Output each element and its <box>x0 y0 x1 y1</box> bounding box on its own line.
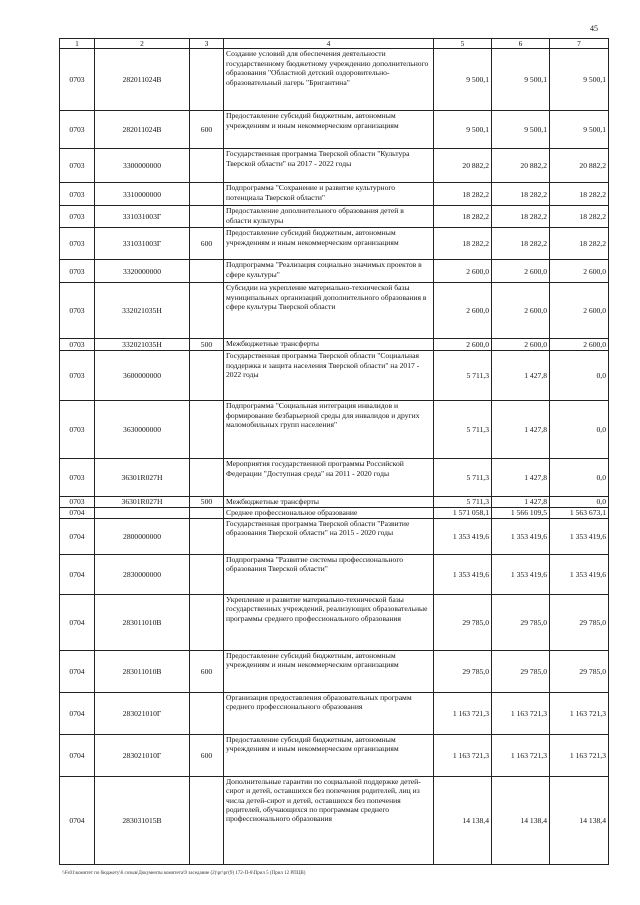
section-code-cell: 0704 <box>60 594 95 650</box>
section-code-cell: 0703 <box>60 401 95 459</box>
table-row <box>60 401 609 459</box>
amount-cell: 29 785,0 <box>434 594 492 650</box>
item-name-cell: Организация предоставления образовательных программ среднего профессионального образования <box>224 692 434 734</box>
target-code-cell: 3300000000 <box>95 149 190 183</box>
amount-cell: 29 785,0 <box>492 650 550 692</box>
target-code-cell: 331031003Г <box>95 228 190 260</box>
expense-type-cell: 600 <box>190 650 224 692</box>
amount-cell: 2 600,0 <box>550 260 609 283</box>
amount-cell: 1 163 721,3 <box>550 734 609 776</box>
expense-type-cell <box>190 507 224 518</box>
section-code-cell: 0703 <box>60 111 95 149</box>
section-code-cell: 0704 <box>60 734 95 776</box>
amount-cell: 9 500,1 <box>492 111 550 149</box>
table-row <box>60 497 609 507</box>
expense-type-cell <box>190 401 224 459</box>
section-code-cell: 0703 <box>60 339 95 351</box>
target-code-cell: 283011010В <box>95 594 190 650</box>
amount-cell: 2 600,0 <box>492 260 550 283</box>
target-code-cell: 283021010Г <box>95 692 190 734</box>
expense-type-cell: 600 <box>190 111 224 149</box>
table-row <box>60 507 609 518</box>
item-name-cell: Предоставление дополнительного образования детей в области культуры <box>224 206 434 228</box>
table-row <box>60 692 609 734</box>
target-code-cell: 36301R027Н <box>95 497 190 507</box>
item-name-cell: Предоставление субсидий бюджетным, автономным учреждениям и иным некоммерческим организациям <box>224 734 434 776</box>
amount-cell: 14 138,4 <box>550 776 609 864</box>
expense-type-cell: 600 <box>190 734 224 776</box>
target-code-cell: 332021035Н <box>95 283 190 339</box>
item-name-cell: Предоставление субсидий бюджетным, автономным учреждениям и иным некоммерческим организациям <box>224 228 434 260</box>
amount-cell: 5 711,3 <box>434 459 492 497</box>
amount-cell: 18 282,2 <box>550 206 609 228</box>
amount-cell: 2 600,0 <box>550 339 609 351</box>
amount-cell: 1 353 419,6 <box>492 518 550 554</box>
section-code-cell: 0703 <box>60 228 95 260</box>
amount-cell: 18 282,2 <box>434 206 492 228</box>
target-code-cell: 282011024В <box>95 111 190 149</box>
amount-cell: 5 711,3 <box>434 497 492 507</box>
section-code-cell: 0703 <box>60 206 95 228</box>
amount-cell: 0,0 <box>550 459 609 497</box>
amount-cell: 9 500,1 <box>550 49 609 111</box>
expense-type-cell: 500 <box>190 497 224 507</box>
item-name-cell: Предоставление субсидий бюджетным, автономным учреждениям и иным некоммерческим организациям <box>224 650 434 692</box>
item-name-cell: Государственная программа Тверской области "Социальная поддержка и защита населения Тверской области" на 2017 - 2022 годы <box>224 351 434 401</box>
item-name-cell: Укрепление и развитие материально-технической базы государственных учреждений, реализующих образовательные программы среднего профессионального образования <box>224 594 434 650</box>
amount-cell: 2 600,0 <box>550 283 609 339</box>
amount-cell: 29 785,0 <box>550 650 609 692</box>
amount-cell: 1 163 721,3 <box>434 734 492 776</box>
amount-cell: 9 500,1 <box>434 49 492 111</box>
expense-type-cell <box>190 518 224 554</box>
section-code-cell: 0704 <box>60 554 95 594</box>
section-code-cell: 0704 <box>60 507 95 518</box>
expense-type-cell <box>190 183 224 206</box>
target-code-cell: 283011010В <box>95 650 190 692</box>
amount-cell: 0,0 <box>550 401 609 459</box>
table-row <box>60 260 609 283</box>
section-code-cell: 0703 <box>60 497 95 507</box>
target-code-cell: 283031015В <box>95 776 190 864</box>
target-code-cell: 283021010Г <box>95 734 190 776</box>
amount-cell: 9 500,1 <box>492 49 550 111</box>
table-row <box>60 459 609 497</box>
section-code-cell: 0703 <box>60 459 95 497</box>
expense-type-cell <box>190 554 224 594</box>
amount-cell: 18 282,2 <box>434 183 492 206</box>
target-code-cell: 2800000000 <box>95 518 190 554</box>
amount-cell: 0,0 <box>550 497 609 507</box>
amount-cell: 1 563 673,1 <box>550 507 609 518</box>
amount-cell: 14 138,4 <box>434 776 492 864</box>
expense-type-cell <box>190 692 224 734</box>
table-row <box>60 339 609 351</box>
table-row <box>60 594 609 650</box>
amount-cell: 29 785,0 <box>434 650 492 692</box>
col-header: 2 <box>95 39 190 49</box>
target-code-cell: 282011024В <box>95 49 190 111</box>
col-header: 5 <box>434 39 492 49</box>
expense-type-cell <box>190 260 224 283</box>
amount-cell: 20 882,2 <box>434 149 492 183</box>
expense-type-cell: 600 <box>190 228 224 260</box>
col-header: 3 <box>190 39 224 49</box>
amount-cell: 18 282,2 <box>434 228 492 260</box>
expense-type-cell <box>190 776 224 864</box>
amount-cell: 20 882,2 <box>492 149 550 183</box>
item-name-cell: Мероприятия государственной программы Российской Федерации "Доступная среда" на 2011 - 2020 годы <box>224 459 434 497</box>
table-header-row <box>60 39 609 49</box>
item-name-cell: Подпрограмма "Социальная интеграция инвалидов и формирование безбарьерной среды для инвалидов и других маломобильных групп населения" <box>224 401 434 459</box>
amount-cell: 1 163 721,3 <box>550 692 609 734</box>
expense-type-cell <box>190 49 224 111</box>
item-name-cell: Государственная программа Тверской области "Развитие образования Тверской области" на 2015 - 2020 годы <box>224 518 434 554</box>
file-path-footer: \\Fs01\комитет по бюджету\6 созыв\Документы комитета\9 заседание (2)\рг\рг(9) 172-П-6\Прил 5 (Прил 12 РПЦВ) <box>62 871 306 876</box>
target-code-cell: 332021035Н <box>95 339 190 351</box>
target-code-cell: 3600000000 <box>95 351 190 401</box>
amount-cell: 2 600,0 <box>434 339 492 351</box>
amount-cell: 1 163 721,3 <box>492 734 550 776</box>
item-name-cell: Подпрограмма "Сохранение и развитие культурного потенциала Тверской области" <box>224 183 434 206</box>
table-row <box>60 650 609 692</box>
target-code-cell: 331031003Г <box>95 206 190 228</box>
target-code-cell: 3320000000 <box>95 260 190 283</box>
amount-cell: 9 500,1 <box>550 111 609 149</box>
amount-cell: 29 785,0 <box>550 594 609 650</box>
item-name-cell: Подпрограмма "Реализация социально значимых проектов в сфере культуры" <box>224 260 434 283</box>
section-code-cell: 0703 <box>60 283 95 339</box>
table-row <box>60 149 609 183</box>
budget-table <box>59 38 609 865</box>
amount-cell: 1 353 419,6 <box>434 554 492 594</box>
section-code-cell: 0703 <box>60 49 95 111</box>
amount-cell: 1 571 058,1 <box>434 507 492 518</box>
table-row <box>60 228 609 260</box>
expense-type-cell <box>190 206 224 228</box>
expense-type-cell <box>190 459 224 497</box>
amount-cell: 1 427,8 <box>492 401 550 459</box>
amount-cell: 9 500,1 <box>434 111 492 149</box>
expense-type-cell <box>190 283 224 339</box>
table-row <box>60 734 609 776</box>
amount-cell: 2 600,0 <box>434 260 492 283</box>
section-code-cell: 0704 <box>60 776 95 864</box>
section-code-cell: 0703 <box>60 351 95 401</box>
amount-cell: 1 353 419,6 <box>550 518 609 554</box>
table-row <box>60 111 609 149</box>
amount-cell: 18 282,2 <box>492 183 550 206</box>
amount-cell: 5 711,3 <box>434 351 492 401</box>
amount-cell: 2 600,0 <box>492 283 550 339</box>
amount-cell: 29 785,0 <box>492 594 550 650</box>
target-code-cell: 2830000000 <box>95 554 190 594</box>
section-code-cell: 0703 <box>60 149 95 183</box>
item-name-cell: Межбюджетные трансферты <box>224 339 434 351</box>
item-name-cell: Субсидии на укрепление материально-технической базы муниципальных организаций дополнительного образования в сфере культуры Тверской области <box>224 283 434 339</box>
col-header: 4 <box>224 39 434 49</box>
item-name-cell: Создание условий для обеспечения деятельности государственному бюджетному учреждению дополнительного образования "Областной детский оздоровительно-образовательный лагерь "Бригантина" <box>224 49 434 111</box>
amount-cell: 1 353 419,6 <box>492 554 550 594</box>
table-row <box>60 206 609 228</box>
table-row <box>60 518 609 554</box>
item-name-cell: Предоставление субсидий бюджетным, автономным учреждениям и иным некоммерческим организациям <box>224 111 434 149</box>
item-name-cell: Межбюджетные трансферты <box>224 497 434 507</box>
expense-type-cell <box>190 351 224 401</box>
amount-cell: 14 138,4 <box>492 776 550 864</box>
section-code-cell: 0704 <box>60 692 95 734</box>
expense-type-cell <box>190 149 224 183</box>
table-row <box>60 49 609 111</box>
item-name-cell: Подпрограмма "Развитие системы профессионального образования Тверской области" <box>224 554 434 594</box>
item-name-cell: Дополнительные гарантии по социальной поддержке детей-сирот и детей, оставшихся без попечения родителей, лиц из числа детей-сирот и детей, оставшихся без попечения родителей, обучающихся по программам среднего профессионального образования <box>224 776 434 864</box>
amount-cell: 1 353 419,6 <box>434 518 492 554</box>
table-row <box>60 351 609 401</box>
amount-cell: 18 282,2 <box>550 228 609 260</box>
table-row <box>60 183 609 206</box>
amount-cell: 18 282,2 <box>550 183 609 206</box>
expense-type-cell: 500 <box>190 339 224 351</box>
col-header: 7 <box>550 39 609 49</box>
amount-cell: 1 427,8 <box>492 351 550 401</box>
table-row <box>60 776 609 864</box>
target-code-cell: 3630000000 <box>95 401 190 459</box>
item-name-cell: Среднее профессиональное образование <box>224 507 434 518</box>
page-number: 45 <box>590 24 598 33</box>
amount-cell: 1 163 721,3 <box>492 692 550 734</box>
amount-cell: 1 427,8 <box>492 497 550 507</box>
table-row <box>60 554 609 594</box>
section-code-cell: 0703 <box>60 260 95 283</box>
amount-cell: 1 353 419,6 <box>550 554 609 594</box>
amount-cell: 20 882,2 <box>550 149 609 183</box>
target-code-cell: 36301R027Н <box>95 459 190 497</box>
amount-cell: 18 282,2 <box>492 228 550 260</box>
amount-cell: 1 427,8 <box>492 459 550 497</box>
target-code-cell <box>95 507 190 518</box>
amount-cell: 1 566 109,5 <box>492 507 550 518</box>
amount-cell: 0,0 <box>550 351 609 401</box>
expense-type-cell <box>190 594 224 650</box>
amount-cell: 18 282,2 <box>492 206 550 228</box>
amount-cell: 1 163 721,3 <box>434 692 492 734</box>
section-code-cell: 0704 <box>60 650 95 692</box>
col-header: 1 <box>60 39 95 49</box>
amount-cell: 2 600,0 <box>492 339 550 351</box>
section-code-cell: 0704 <box>60 518 95 554</box>
item-name-cell: Государственная программа Тверской области "Культура Тверской области" на 2017 - 2022 годы <box>224 149 434 183</box>
amount-cell: 2 600,0 <box>434 283 492 339</box>
amount-cell: 5 711,3 <box>434 401 492 459</box>
target-code-cell: 3310000000 <box>95 183 190 206</box>
col-header: 6 <box>492 39 550 49</box>
section-code-cell: 0703 <box>60 183 95 206</box>
table-row <box>60 283 609 339</box>
